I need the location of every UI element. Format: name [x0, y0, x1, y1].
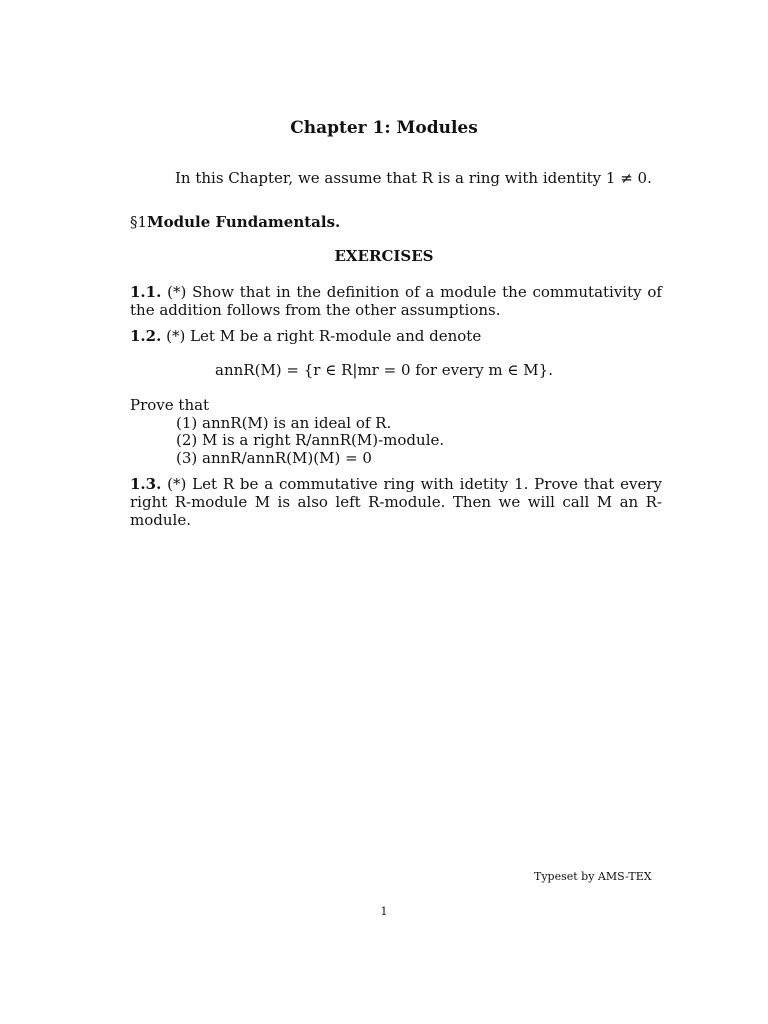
exercise-1-3: [130, 475, 662, 529]
exercise-number: 1.3.: [130, 475, 162, 493]
exercise-text: (*) Let M be a right R-module and denote: [166, 327, 482, 345]
exercise-number: 1.1.: [130, 283, 162, 301]
list-item: (3) annR/annR(M)(M) = 0: [176, 449, 372, 467]
list-item: (2) M is a right R/annR(M)-module.: [176, 431, 445, 449]
chapter-title: Chapter 1: Modules: [290, 118, 478, 138]
section-title: Module Fundamentals.: [147, 213, 341, 231]
exercises-heading: EXERCISES: [334, 247, 434, 265]
annihilator-formula: annR(M) = {r ∈ R|mr = 0 for every m ∈ M}.: [215, 361, 553, 379]
exercise-1-2: [130, 327, 662, 345]
exercise-number: 1.2.: [130, 327, 162, 345]
intro-text: In this Chapter, we assume that R is a ring with identity 1 ≠ 0.: [175, 169, 652, 187]
exercise-1-1: [130, 283, 662, 319]
page-number: 1: [380, 905, 388, 918]
typeset-credit: Typeset by AMS-TEX: [534, 870, 652, 883]
section-heading: [130, 213, 340, 231]
exercise-text: (*) Show that in the definition of a module the commutativity of the addition follows from the other assumptions.: [130, 283, 662, 319]
list-item: (1) annR(M) is an ideal of R.: [176, 414, 392, 432]
prove-that: Prove that: [130, 396, 210, 414]
exercise-text: (*) Let R be a commutative ring with idetity 1. Prove that every right R-module M is also left R-module. Then we will call M an R-module.: [130, 475, 662, 529]
section-symbol: §1: [130, 213, 148, 231]
